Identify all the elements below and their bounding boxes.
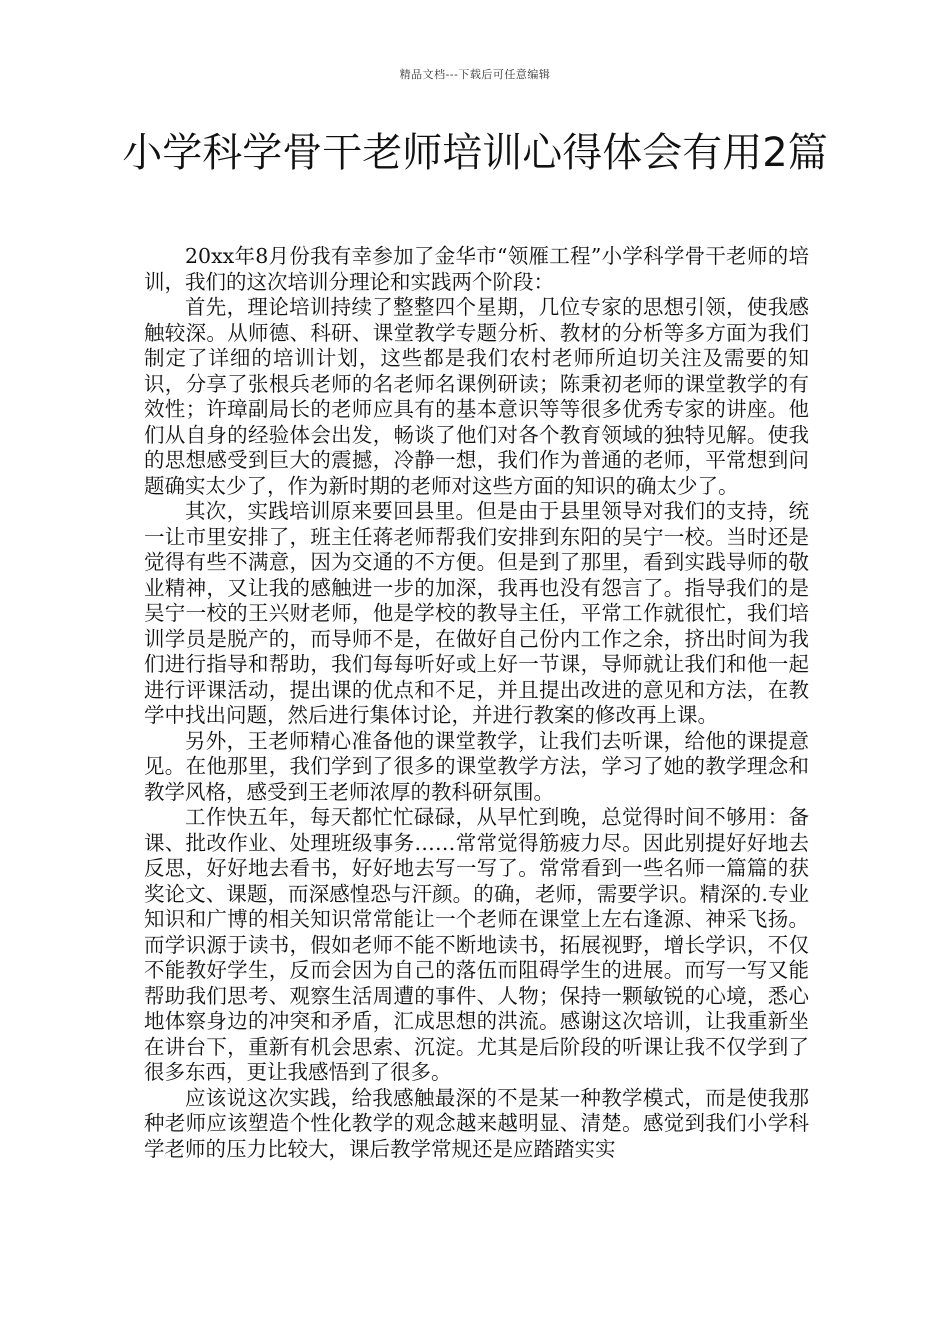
document-body [144, 244, 809, 1162]
paragraph-3: 其次，实践培训原来要回县里。但是由于县里领导对我们的支持，统一让市里安排了，班主任蒋老师帮我们安排到东阳的吴宁一校。当时还是觉得有些不满意，因为交通的不方便。但是到了那里，看到实践导师的敬业精神，又让我的感触进一步的加深，我再也没有怨言了。指导我们的是吴宁一校的王兴财老师，他是学校的教导主任，平常工作就很忙，我们培训学员是脱产的，而导师不是，在做好自己份内工作之余，挤出时间为我们进行指导和帮助，我们每每听好或上好一节课，导师就让我们和他一起进行评课活动，提出课的优点和不足，并且提出改进的意见和方法，在教学中找出问题，然后进行集体讨论，并进行教案的修改再上课。 [144, 499, 809, 727]
header-note: 精品文档---下载后可任意编辑 [399, 68, 551, 81]
paragraph-5: 工作快五年，每天都忙忙碌碌，从早忙到晚，总觉得时间不够用：备课、批改作业、处理班级事务……常常觉得筋疲力尽。因此别提好好地去反思，好好地去看书，好好地去写一写了。常常看到一些名师一篇篇的获奖论文、课题，而深感惶恐与汗颜。的确，老师，需要学识。精深的.专业知识和广博的相关知识常常能让一个老师在课堂上左右逢源、神采飞扬。而学识源于读书，假如老师不能不断地读书，拓展视野，增长学识，不仅不能教好学生，反而会因为自己的落伍而阻碍学生的进展。而写一写又能帮助我们思考、观察生活周遭的事件、人物；保持一颗敏锐的心境，悉心地体察身边的冲突和矛盾，汇成思想的洪流。感谢这次培训，让我重新坐在讲台下，重新有机会思索、沉淀。尤其是后阶段的听课让我不仅学到了很多东西，更让我感悟到了很多。 [144, 805, 809, 1084]
paragraph-2: 首先，理论培训持续了整整四个星期，几位专家的思想引领，使我感触较深。从师德、科研、课堂教学专题分析、教材的分析等多方面为我们制定了详细的培训计划，这些都是我们农村老师所迫切关注及需要的知识，分享了张根兵老师的名老师名课例研读；陈秉初老师的课堂教学的有效性；许璋副局长的老师应具有的基本意识等等很多优秀专家的讲座。他们从自身的经验体会出发，畅谈了他们对各个教育领域的独特见解。使我的思想感受到巨大的震撼，冷静一想，我们作为普通的老师，平常想到问题确实太少了，作为新时期的老师对这些方面的知识的确太少了。 [144, 295, 809, 498]
document-title: 小学科学骨干老师培训心得体会有用2篇 [122, 130, 828, 176]
paragraph-1: 20xx年8月份我有幸参加了金华市“领雁工程”小学科学骨干老师的培训，我们的这次培训分理论和实践两个阶段： [144, 244, 809, 294]
paragraph-4: 另外，王老师精心准备他的课堂教学，让我们去听课，给他的课提意见。在他那里，我们学到了很多的课堂教学方法，学习了她的教学理念和教学风格，感受到王老师浓厚的教科研氛围。 [144, 728, 809, 804]
paragraph-6: 应该说这次实践，给我感触最深的不是某一种教学模式，而是使我那种老师应该塑造个性化教学的观念越来越明显、清楚。感觉到我们小学科学老师的压力比较大，课后教学常规还是应踏踏实实 [144, 1085, 809, 1161]
